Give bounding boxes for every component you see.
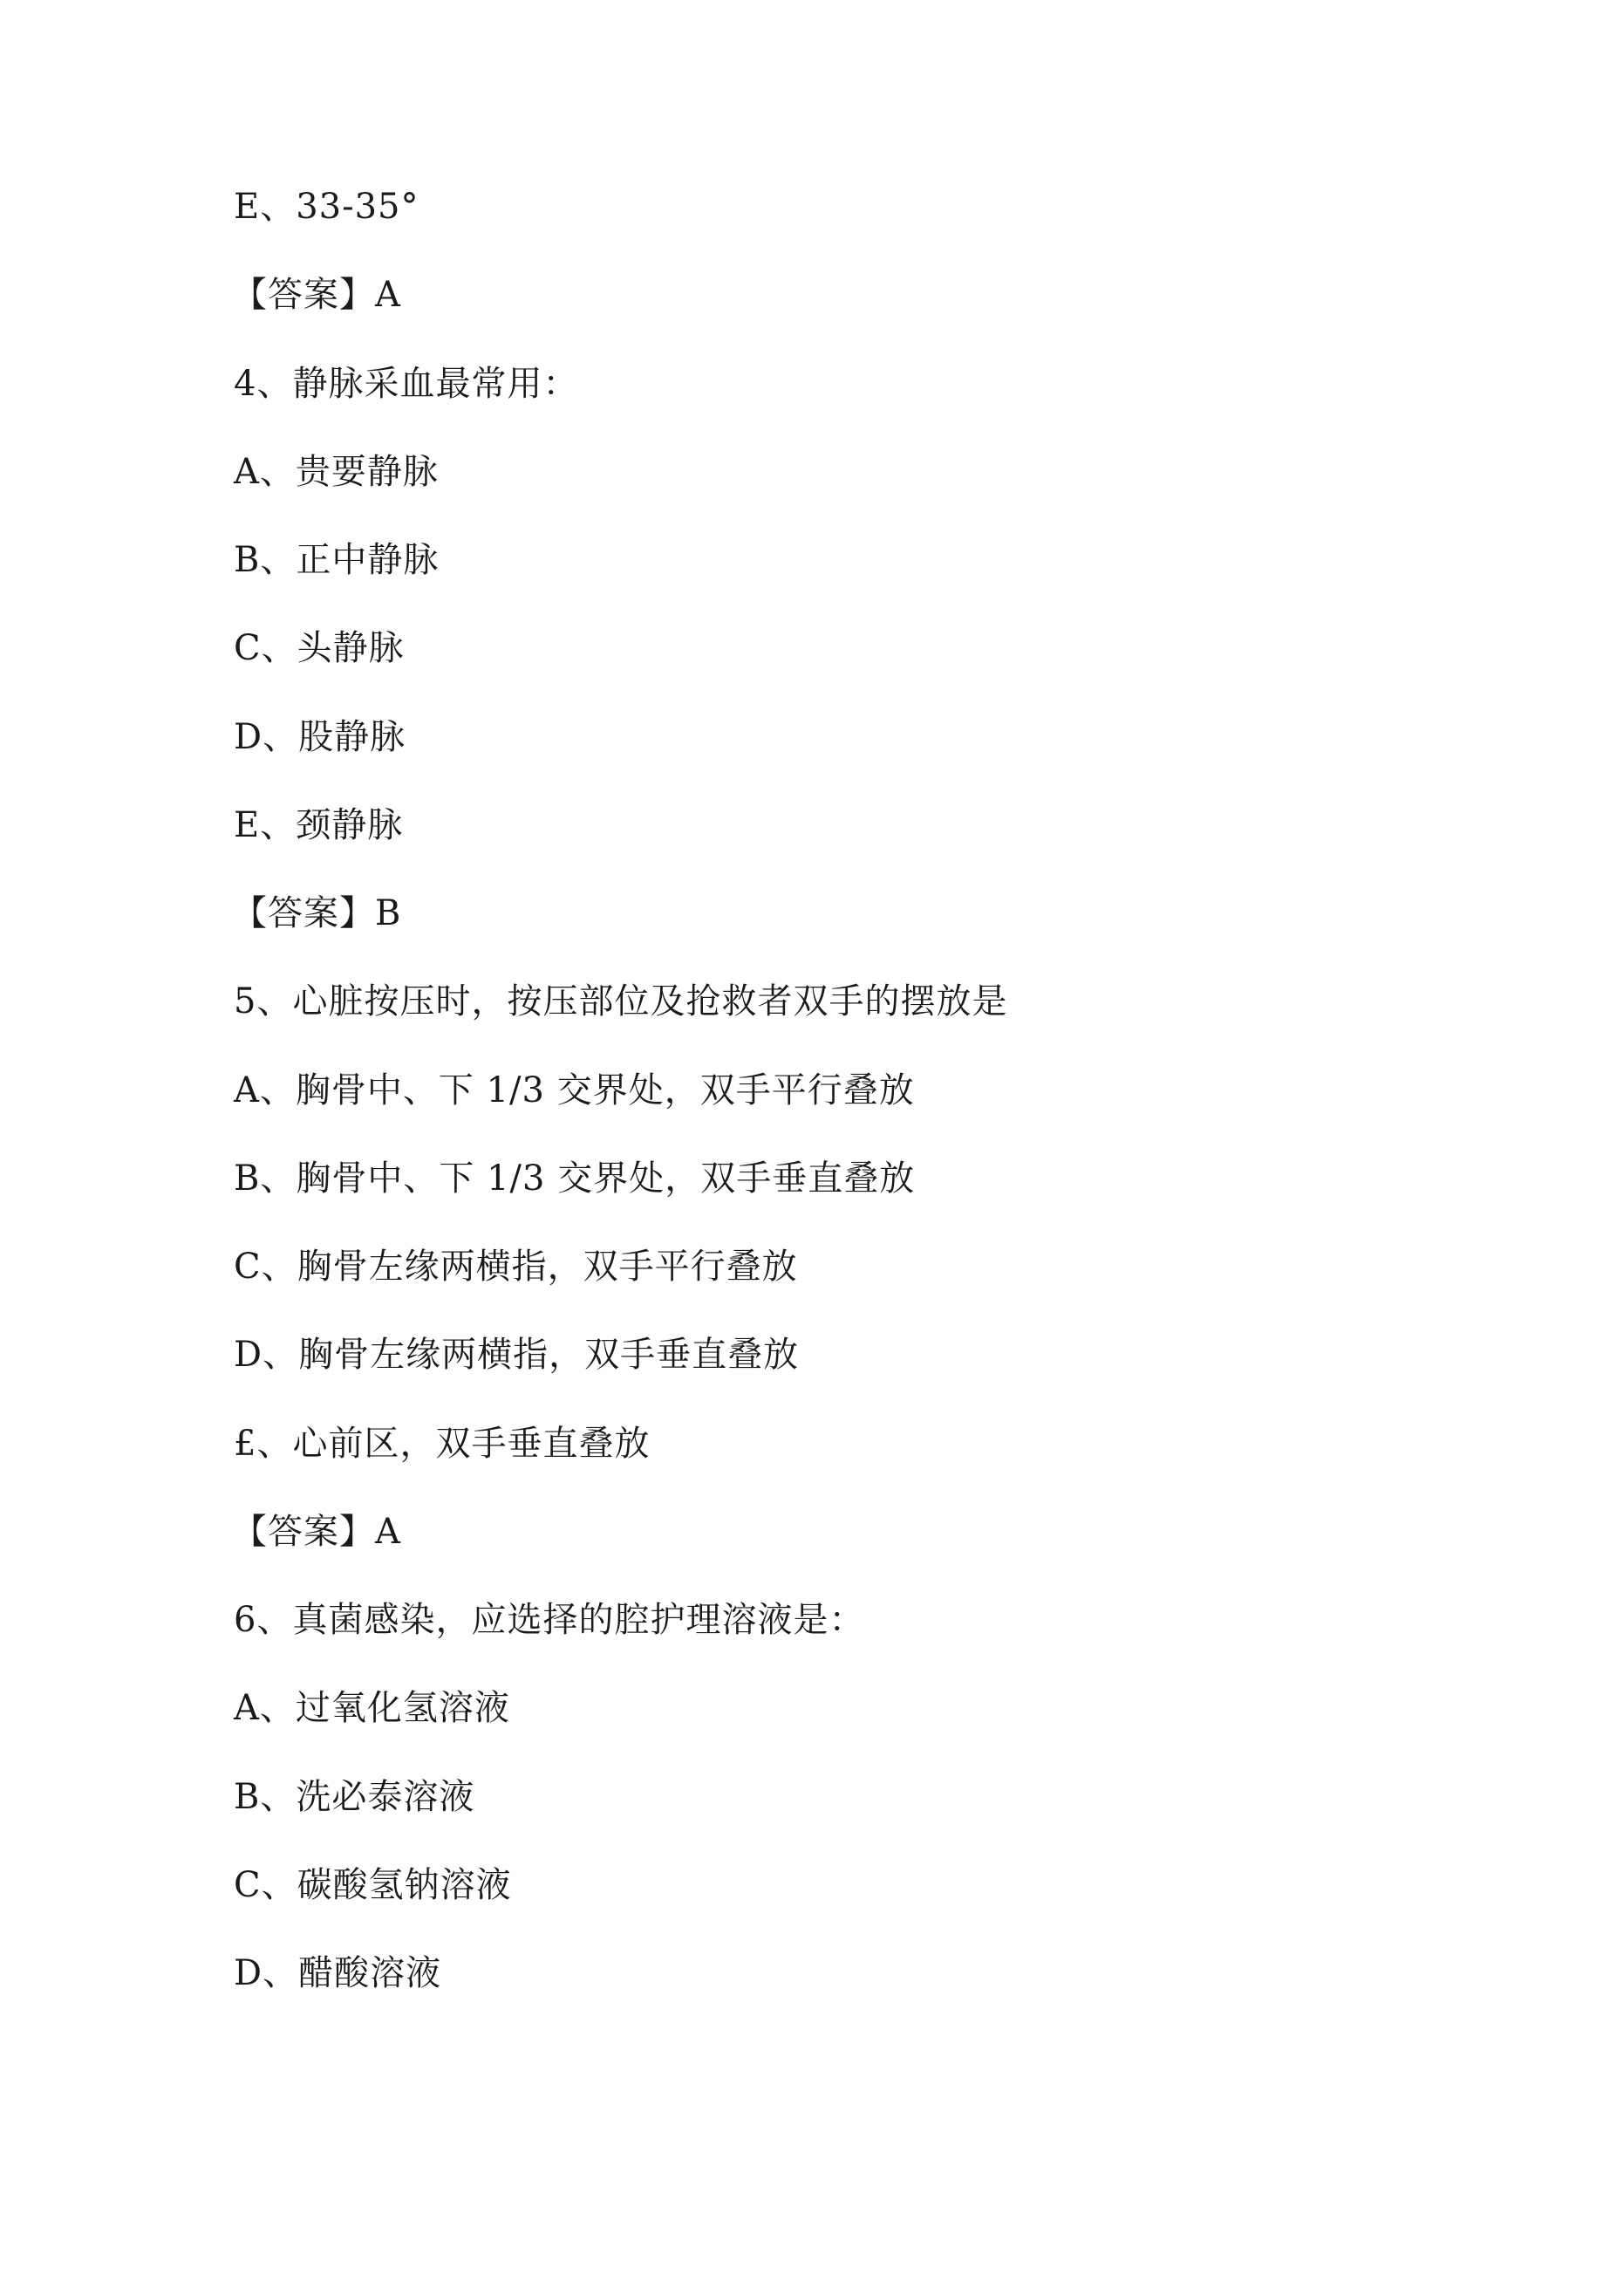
question-5: 5、心脏按压时，按压部位及抢救者双手的摆放是: [234, 981, 1008, 1022]
option-b-q5: B、胸骨中、下 1/3 交界处，双手垂直叠放: [234, 1158, 916, 1199]
answer-q5: 【答案】A: [232, 1512, 401, 1552]
option-d-q4: D、股静脉: [234, 717, 406, 757]
question-6: 6、真菌感染，应选择的腔护理溶液是：: [234, 1600, 865, 1640]
option-d-q5: D、胸骨左缘两横指，双手垂直叠放: [234, 1335, 800, 1375]
option-a-q5: A、胸骨中、下 1/3 交界处，双手平行叠放: [234, 1070, 915, 1110]
option-c-q6: C、碳酸氢钠溶液: [234, 1865, 512, 1905]
option-e-q4: E、颈静脉: [234, 805, 404, 845]
option-d-q6: D、醋酸溶液: [234, 1953, 442, 1993]
option-e-q5: £、心前区，双手垂直叠放: [234, 1424, 651, 1464]
option-a-q6: A、过氧化氢溶液: [234, 1688, 510, 1728]
answer-q4: 【答案】B: [232, 893, 402, 933]
option-a-q4: A、贵要静脉: [234, 452, 439, 492]
option-e-q3: E、33-35°: [234, 187, 419, 227]
option-b-q4: B、正中静脉: [234, 540, 440, 580]
option-c-q5: C、胸骨左缘两横指，双手平行叠放: [234, 1247, 798, 1287]
answer-q3: 【答案】A: [232, 275, 401, 315]
option-b-q6: B、洗必泰溶液: [234, 1777, 475, 1817]
option-c-q4: C、头静脉: [234, 628, 405, 668]
question-4: 4、静脉采血最常用：: [234, 364, 579, 404]
